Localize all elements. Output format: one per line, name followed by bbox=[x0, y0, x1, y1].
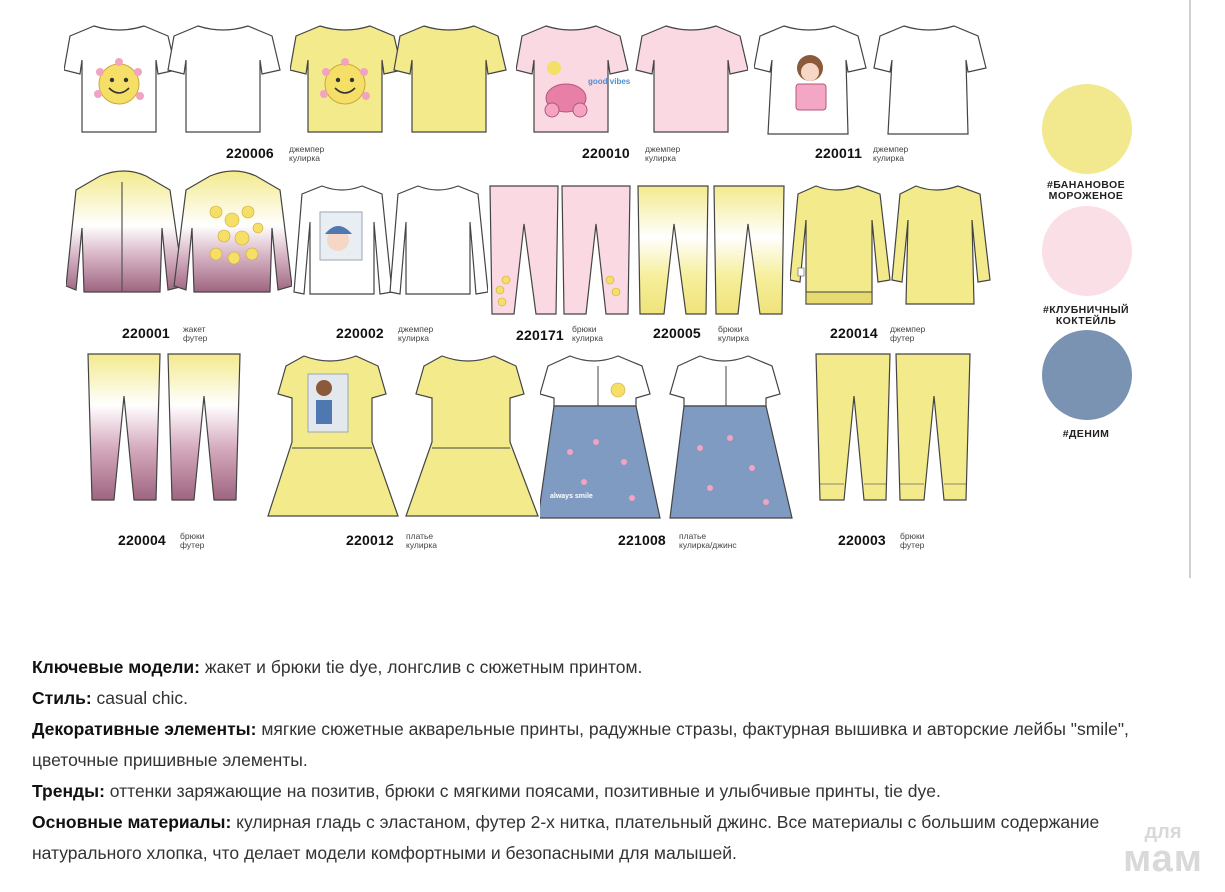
item-desc bbox=[183, 325, 207, 343]
decor-text: мягкие сюжетные акварельные принты, радужные стразы, фактурная вышивка и авторские лейбы "smile", цветочные пришивные элементы. bbox=[32, 719, 1129, 770]
pants-220171-pink-front-back bbox=[488, 184, 632, 320]
tshirt-220011-white-front-back bbox=[754, 18, 988, 140]
decor-line bbox=[32, 714, 1182, 776]
item-type: жакет bbox=[183, 324, 206, 334]
item-desc bbox=[406, 532, 437, 550]
item-fabric: футер bbox=[900, 540, 925, 550]
color-label-banana bbox=[1016, 180, 1156, 202]
color-label-line: #КЛУБНИЧНЫЙ bbox=[1042, 304, 1129, 316]
color-label-strawberry bbox=[1016, 305, 1156, 327]
style-line bbox=[32, 683, 1182, 714]
dress-220012-yellow-front-back bbox=[266, 352, 542, 524]
key-models-text: жакет и брюки tie dye, лонгслив с сюжетным принтом. bbox=[200, 657, 643, 677]
item-type: платье bbox=[679, 531, 707, 541]
item-code: 220171 bbox=[516, 327, 564, 343]
item-code: 220002 bbox=[336, 325, 384, 341]
item-type: джемпер bbox=[645, 144, 681, 154]
longsleeve-220002-white-front-back bbox=[292, 182, 488, 302]
pants-220004-tie-dye-front-back bbox=[84, 352, 244, 504]
color-label-denim bbox=[1016, 429, 1156, 440]
materials-line bbox=[32, 807, 1182, 869]
trends-text: оттенки заряжающие на позитив, брюки с мягкими поясами, позитивные и улыбчивые принты, tie dye. bbox=[104, 781, 941, 801]
item-type: брюки bbox=[718, 324, 743, 334]
item-fabric: кулирка bbox=[572, 333, 603, 343]
item-fabric: кулирка bbox=[398, 333, 429, 343]
color-label-line: МОРОЖЕНОЕ bbox=[1048, 190, 1124, 202]
item-desc bbox=[873, 145, 908, 163]
print-always-smile: always smile bbox=[550, 493, 593, 500]
watermark-logo bbox=[1108, 821, 1218, 880]
jacket-220001-tie-dye-front-back bbox=[66, 168, 292, 300]
decor-label: Декоративные элементы: bbox=[32, 719, 257, 739]
item-type: джемпер bbox=[398, 324, 434, 334]
item-fabric: футер bbox=[180, 540, 205, 550]
key-models-line bbox=[32, 652, 1182, 683]
item-desc bbox=[679, 532, 737, 550]
item-code: 220005 bbox=[653, 325, 701, 341]
item-type: джемпер bbox=[873, 144, 909, 154]
key-models-label: Ключевые модели: bbox=[32, 657, 200, 677]
item-desc bbox=[180, 532, 204, 550]
item-code: 220003 bbox=[838, 532, 886, 548]
item-code: 220011 bbox=[815, 145, 863, 161]
item-fabric: кулирка bbox=[873, 153, 904, 163]
item-fabric: кулирка bbox=[645, 153, 676, 163]
item-fabric: футер bbox=[890, 333, 915, 343]
color-swatch-banana bbox=[1042, 84, 1132, 174]
item-type: брюки bbox=[900, 531, 925, 541]
item-fabric: кулирка bbox=[718, 333, 749, 343]
trends-label: Тренды: bbox=[32, 781, 105, 801]
tshirt-220010-pink-front-back bbox=[516, 18, 748, 138]
item-desc bbox=[572, 325, 603, 343]
color-label-line: #БАНАНОВОЕ bbox=[1047, 179, 1125, 191]
item-desc bbox=[718, 325, 749, 343]
trends-line bbox=[32, 776, 1182, 807]
item-desc bbox=[289, 145, 324, 163]
style-label: Стиль: bbox=[32, 688, 92, 708]
collection-description bbox=[32, 652, 1182, 869]
item-fabric: кулирка bbox=[406, 540, 437, 550]
color-label-line: КОКТЕЙЛЬ bbox=[1055, 315, 1117, 327]
divider bbox=[1189, 0, 1191, 578]
item-type: джемпер bbox=[890, 324, 926, 334]
tshirt-220006-white-front-back bbox=[64, 18, 286, 138]
item-type: платье bbox=[406, 531, 434, 541]
item-desc bbox=[645, 145, 680, 163]
style-text: casual chic. bbox=[91, 688, 188, 708]
watermark-line: для bbox=[1144, 821, 1182, 843]
item-code: 220014 bbox=[830, 325, 878, 341]
item-desc bbox=[890, 325, 925, 343]
materials-label: Основные материалы: bbox=[32, 812, 232, 832]
pants-220005-yellow-front-back bbox=[636, 184, 786, 320]
item-fabric: кулирка/джинс bbox=[679, 540, 737, 550]
color-label-line: #ДЕНИМ bbox=[1062, 428, 1110, 440]
item-fabric: кулирка bbox=[289, 153, 320, 163]
watermark-line: мам bbox=[1123, 838, 1203, 880]
print-good-vibes: good vibes bbox=[588, 77, 631, 86]
item-code: 220004 bbox=[118, 532, 166, 548]
item-type: брюки bbox=[572, 324, 597, 334]
color-swatch-strawberry bbox=[1042, 206, 1132, 296]
item-code: 220001 bbox=[122, 325, 170, 341]
dress-221008-denim-front-back bbox=[540, 352, 804, 524]
pants-220003-yellow-front-back bbox=[812, 352, 974, 504]
item-type: брюки bbox=[180, 531, 205, 541]
item-code: 220012 bbox=[346, 532, 394, 548]
item-type: джемпер bbox=[289, 144, 325, 154]
item-desc bbox=[398, 325, 433, 343]
item-fabric: футер bbox=[183, 333, 208, 343]
item-desc bbox=[900, 532, 924, 550]
item-code: 220010 bbox=[582, 145, 630, 161]
color-swatch-denim bbox=[1042, 330, 1132, 420]
tshirt-220006-yellow-front-back bbox=[290, 18, 512, 138]
item-code: 220006 bbox=[226, 145, 274, 161]
sweatshirt-220014-yellow-front-back bbox=[790, 180, 992, 310]
item-code: 221008 bbox=[618, 532, 666, 548]
materials-text: кулирная гладь с эластаном, футер 2-х нитка, плательный джинс. Все материалы с большим содержание натурального хлопка, что делает модели комфортными и безопасными для малышей. bbox=[32, 812, 1100, 863]
